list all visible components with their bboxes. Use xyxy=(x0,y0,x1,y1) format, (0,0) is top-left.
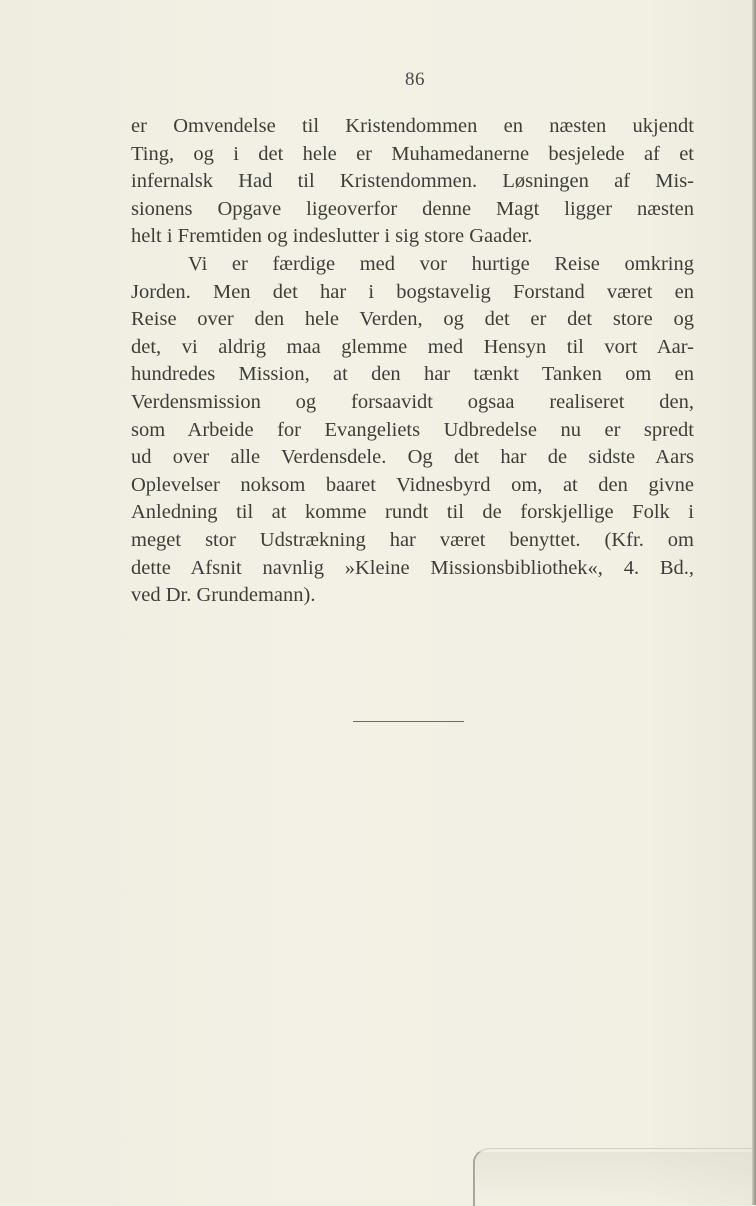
paragraph-start-line: Vi er færdige med vor hurtige Reise omkring xyxy=(188,252,694,275)
text-line: er Omvendelse til Kristendommen en næsten ukjendt xyxy=(131,115,694,137)
text-line: Ting, og i det hele er Muhamedanerne besjelede af et xyxy=(131,142,694,165)
text-line: Oplevelser noksom baaret Vidnesbyrd om, at den givne xyxy=(131,473,694,496)
text-line: ud over alle Verdensdele. Og det har de sidste Aars xyxy=(131,446,694,469)
text-line: Verdensmission og forsaavidt ogsaa realiseret den, xyxy=(131,390,694,413)
text-line: Reise over den hele Verden, og det er det store og xyxy=(131,308,694,331)
text-line: sionens Opgave ligeoverfor denne Magt ligger næsten xyxy=(131,197,694,220)
page-number: 86 xyxy=(405,69,425,90)
text-line: dette Afsnit navnlig »Kleine Missionsbibliothek«, 4. Bd., xyxy=(131,556,694,579)
text-line: ved Dr. Grundemann). xyxy=(131,584,316,607)
text-line: Anledning til at komme rundt til de forskjellige Folk i xyxy=(131,501,694,524)
text-line: det, vi aldrig maa glemme med Hensyn til vort Aar- xyxy=(131,335,694,358)
text-line: hundredes Mission, at den har tænkt Tanken om en xyxy=(131,363,694,386)
text-line: Jorden. Men det har i bogstavelig Forstand været en xyxy=(131,280,694,303)
page-fold-mark xyxy=(473,1148,755,1206)
section-divider xyxy=(353,721,464,722)
text-line: infernalsk Had til Kristendommen. Løsningen af Mis- xyxy=(131,170,694,193)
text-line: meget stor Udstrækning har været benyttet. (Kfr. om xyxy=(131,528,694,551)
body-text xyxy=(131,113,694,610)
text-line: som Arbeide for Evangeliets Udbredelse nu er spredt xyxy=(131,418,694,441)
text-line: helt i Fremtiden og indeslutter i sig store Gaader. xyxy=(131,225,533,248)
page-edge xyxy=(752,0,756,1205)
